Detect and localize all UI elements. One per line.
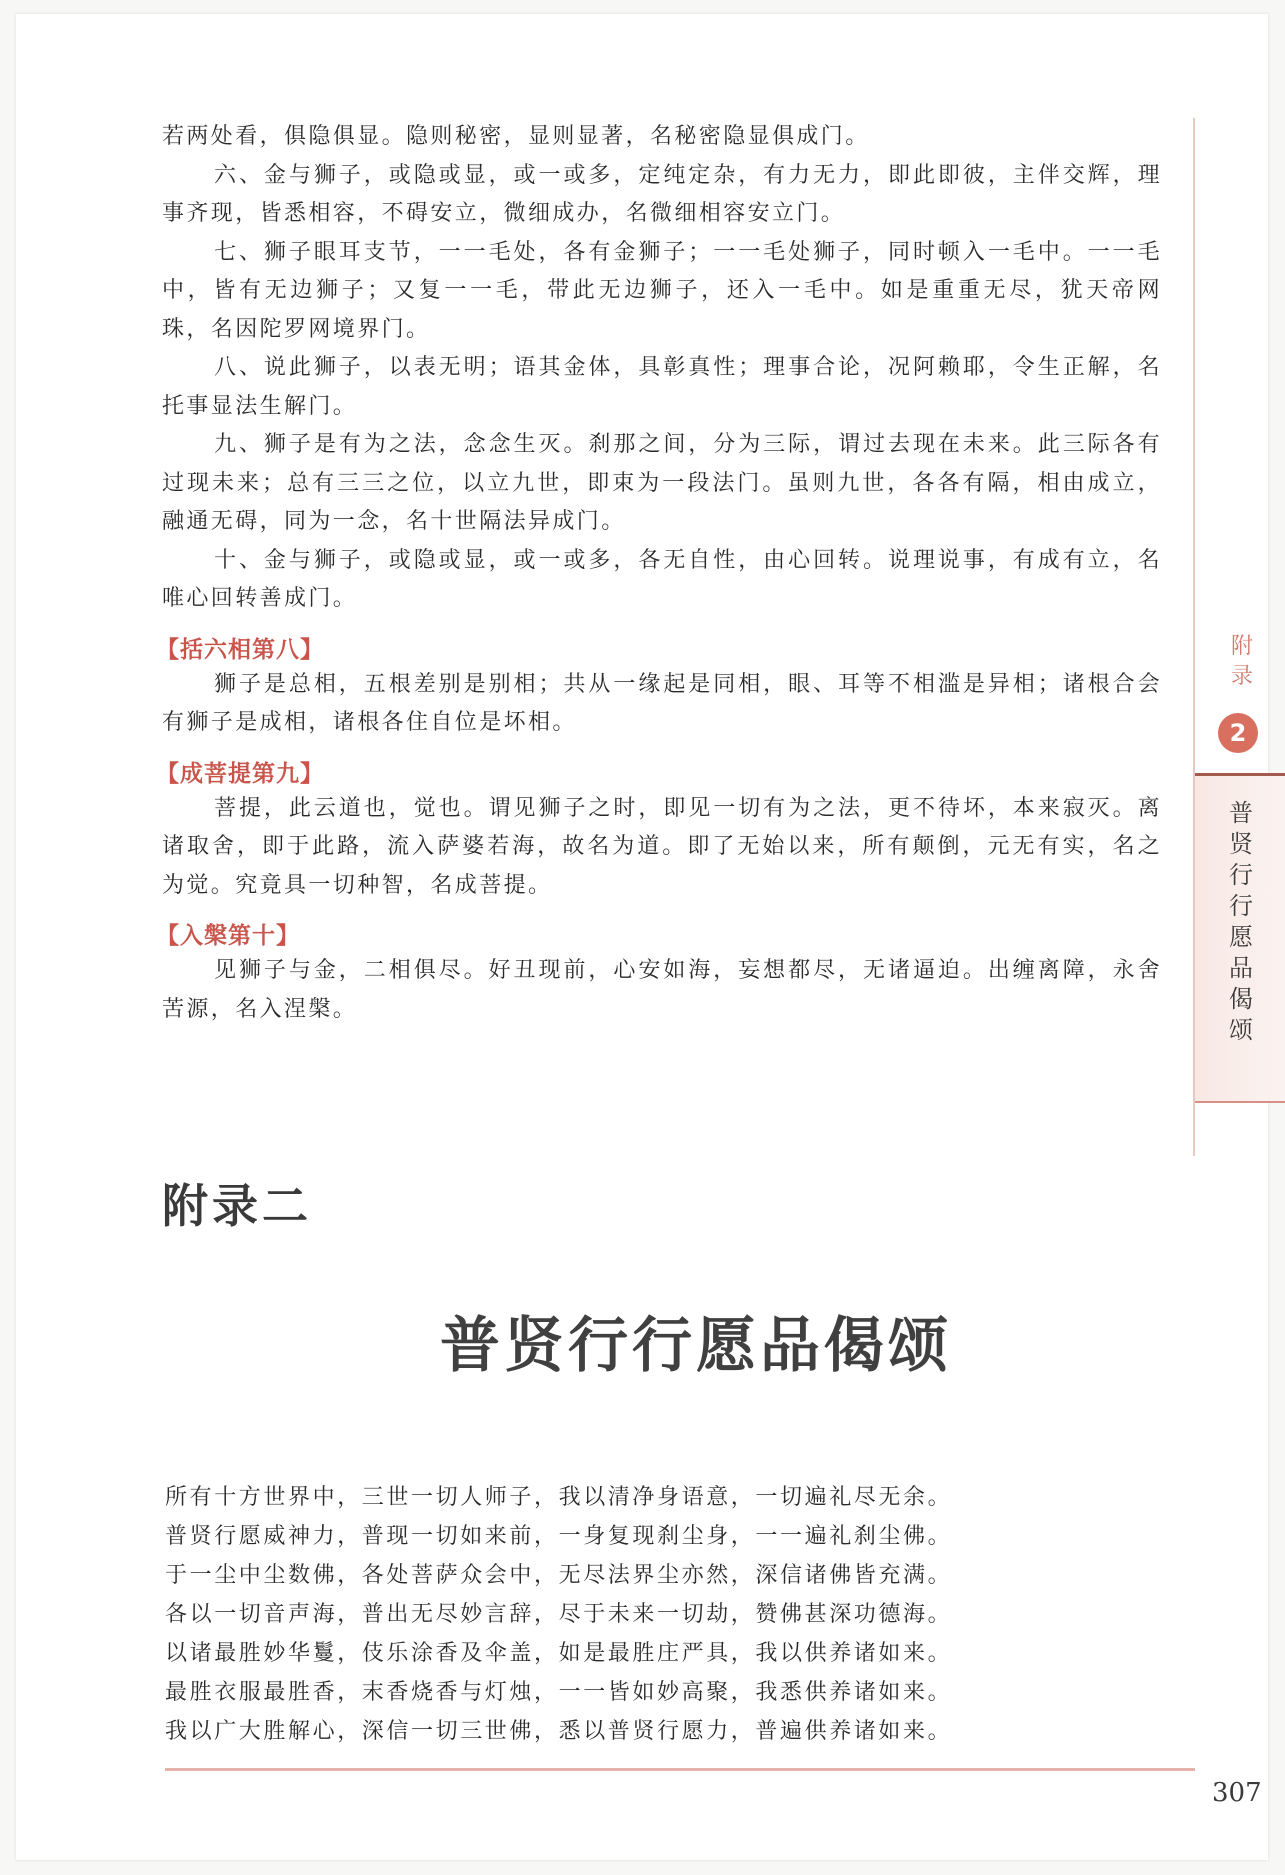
section-heading-8: 【括六相第八】 [156, 636, 324, 663]
paragraph: 六、金与狮子，或隐或显，或一或多，定纯定杂，有力无力，即此即彼，主伴交辉，理事齐现，皆悉相容，不碍安立，微细成办，名微细相容安立门。 [162, 162, 1162, 226]
paragraph: 见狮子与金，二相俱尽。好丑现前，心安如海，妄想都尽，无诸逼迫。出缠离障，永舍苦源，名入涅槃。 [162, 958, 1162, 1022]
side-appendix-badge: 2 [1218, 713, 1258, 753]
verse-line: 我以广大胜解心，深信一切三世佛，悉以普贤行愿力，普遍供养诸如来。 [165, 1719, 953, 1744]
paragraph: 八、说此狮子，以表无明；语其金体，具彰真性；理事合论，况阿赖耶，令生正解，名托事显法生解门。 [162, 355, 1162, 419]
body-text [156, 118, 1162, 1029]
verse-line: 最胜衣服最胜香，末香烧香与灯烛，一一皆如妙高聚，我悉供养诸如来。 [165, 1680, 953, 1705]
paragraph: 九、狮子是有为之法，念念生灭。刹那之间，分为三际，谓过去现在未来。此三际各有过现未来；总有三三之位，以立九世，即束为一段法门。虽则九世，各各有隔，相由成立，融通无碍，同为一念，名十世隔法异成门。 [162, 432, 1162, 534]
paragraph: 七、狮子眼耳支节，一一毛处，各有金狮子；一一毛处狮子，同时顿入一毛中。一一毛中，皆有无边狮子；又复一一毛，带此无边狮子，还入一毛中。如是重重无尽，犹天帝网珠，名因陀罗网境界门。 [162, 239, 1162, 342]
appendix-title: 附录二 [162, 1179, 312, 1233]
paragraph: 若两处看，俱隐俱显。隐则秘密，显则显著，名秘密隐显俱成门。 [162, 124, 870, 149]
side-appendix-label: 附录 [1230, 634, 1253, 689]
poem-title: 普贤行行愿品偈颂 [440, 1311, 952, 1381]
paragraph: 狮子是总相，五根差别是别相；共从一缘起是同相，眼、耳等不相滥是异相；诸根合会有狮子是成相，诸根各住自位是坏相。 [162, 671, 1162, 735]
verse-line: 所有十方世界中，三世一切人师子，我以清净身语意，一切遍礼尽无余。 [165, 1485, 953, 1510]
side-section-title: 普贤行行愿品偈颂 [1229, 799, 1253, 1044]
section-heading-10: 【入槃第十】 [156, 923, 300, 949]
bottom-rule [165, 1768, 1195, 1771]
section-heading-9: 【成菩提第九】 [156, 760, 324, 787]
verse-line: 以诸最胜妙华鬘，伎乐涂香及伞盖，如是最胜庄严具，我以供养诸如来。 [165, 1641, 953, 1666]
page-number: 307 [1212, 1778, 1262, 1808]
verse-line: 普贤行愿威神力，普现一切如来前，一身复现刹尘身，一一遍礼刹尘佛。 [165, 1524, 953, 1549]
verse-list [165, 1478, 1165, 1751]
verse-line: 各以一切音声海，普出无尽妙言辞，尽于未来一切劫，赞佛甚深功德海。 [165, 1602, 953, 1627]
paragraph: 十、金与狮子，或隐或显，或一或多，各无自性，由心回转。说理说事，有成有立，名唯心回转善成门。 [162, 547, 1162, 611]
paragraph: 菩提，此云道也，觉也。谓见狮子之时，即见一切有为之法，更不待坏，本来寂灭。离诸取舍，即于此路，流入萨婆若海，故名为道。即了无始以来，所有颠倒，元无有实，名之为觉。究竟具一切种智，名成菩提。 [162, 795, 1162, 898]
verse-line: 于一尘中尘数佛，各处菩萨众会中，无尽法界尘亦然，深信诸佛皆充满。 [165, 1563, 953, 1588]
